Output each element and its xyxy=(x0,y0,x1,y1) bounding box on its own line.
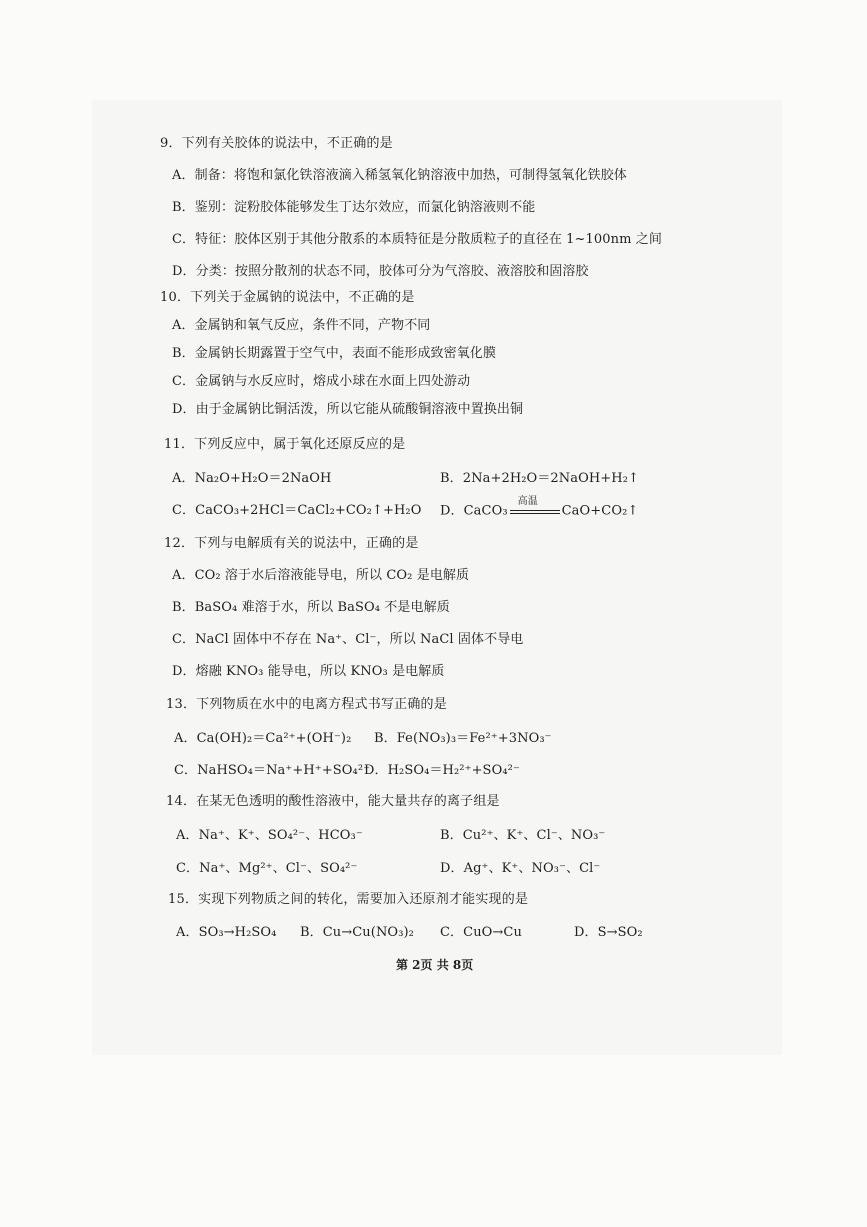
question-14-option-c: C．Na⁺、Mg²⁺、Cl⁻、SO₄²⁻ xyxy=(176,861,358,876)
question-13-option-c: C．NaHSO₄＝Na⁺+H⁺+SO₄²⁻ xyxy=(174,763,371,778)
question-9-option-d: D．分类：按照分散剂的状态不同，胶体可分为气溶胶、液溶胶和固溶胶 xyxy=(172,264,589,279)
question-10-option-b: B．金属钠长期露置于空气中，表面不能形成致密氧化膜 xyxy=(172,346,497,361)
question-14-stem: 14．在某无色透明的酸性溶液中，能大量共存的离子组是 xyxy=(166,794,500,809)
question-13-option-d: D．H₂SO₄＝H₂²⁺+SO₄²⁻ xyxy=(364,763,520,778)
question-12-option-b: B．BaSO₄ 难溶于水，所以 BaSO₄ 不是电解质 xyxy=(172,600,450,615)
question-9-option-b: B．鉴别：淀粉胶体能够发生丁达尔效应，而氯化钠溶液则不能 xyxy=(172,200,536,215)
question-9-option-a: A．制备：将饱和氯化铁溶液滴入稀氢氧化钠溶液中加热，可制得氢氧化铁胶体 xyxy=(172,168,627,183)
question-13-option-a: A．Ca(OH)₂＝Ca²⁺+(OH⁻)₂ xyxy=(174,731,352,746)
question-9-option-c: C．特征：胶体区别于其他分散系的本质特征是分散质粒子的直径在 1~100nm 之间 xyxy=(172,232,662,247)
option-d-reactant: D．CaCO₃ xyxy=(440,503,508,519)
reaction-condition: 高温 xyxy=(517,496,538,507)
question-11-stem: 11．下列反应中，属于氧化还原反应的是 xyxy=(164,437,406,452)
question-12-option-a: A．CO₂ 溶于水后溶液能导电，所以 CO₂ 是电解质 xyxy=(172,568,470,583)
question-9-stem: 9．下列有关胶体的说法中，不正确的是 xyxy=(160,136,393,151)
question-11-option-b: B．2Na+2H₂O＝2NaOH+H₂↑ xyxy=(440,471,640,486)
question-11-option-c: C．CaCO₃+2HCl＝CaCl₂+CO₂↑+H₂O xyxy=(172,503,422,518)
question-15-option-c: C．CuO→Cu xyxy=(440,925,522,940)
question-13-option-b: B．Fe(NO₃)₃＝Fe²⁺+3NO₃⁻ xyxy=(374,731,552,746)
question-10-option-d: D．由于金属钠比铜活泼，所以它能从硫酸铜溶液中置换出铜 xyxy=(172,402,524,417)
question-11-option-a: A．Na₂O+H₂O＝2NaOH xyxy=(172,471,332,486)
question-14-option-d: D．Ag⁺、K⁺、NO₃⁻、Cl⁻ xyxy=(440,861,601,876)
question-15-option-a: A．SO₃→H₂SO₄ xyxy=(176,925,277,940)
question-10-option-a: A．金属钠和氧气反应，条件不同，产物不同 xyxy=(172,318,431,333)
question-11-option-d xyxy=(440,496,639,520)
page-footer: 第 2页 共 8页 xyxy=(396,958,474,972)
question-12-option-c: C．NaCl 固体中不存在 Na⁺、Cl⁻，所以 NaCl 固体不导电 xyxy=(172,632,524,647)
option-d-products: CaO+CO₂↑ xyxy=(561,503,639,519)
question-15-option-b: B．Cu→Cu(NO₃)₂ xyxy=(300,925,414,940)
question-10-stem: 10．下列关于金属钠的说法中，不正确的是 xyxy=(160,290,415,305)
question-15-stem: 15．实现下列物质之间的转化，需要加入还原剂才能实现的是 xyxy=(168,892,529,907)
question-14-option-a: A．Na⁺、K⁺、SO₄²⁻、HCO₃⁻ xyxy=(176,828,363,843)
question-13-stem: 13．下列物质在水中的电离方程式书写正确的是 xyxy=(166,697,447,712)
question-14-option-b: B．Cu²⁺、K⁺、Cl⁻、NO₃⁻ xyxy=(440,828,606,843)
high-temperature-equals-sign xyxy=(508,496,562,519)
question-12-stem: 12．下列与电解质有关的说法中，正确的是 xyxy=(164,536,419,551)
question-10-option-c: C．金属钠与水反应时，熔成小球在水面上四处游动 xyxy=(172,374,471,389)
question-15-option-d: D．S→SO₂ xyxy=(574,925,643,940)
question-12-option-d: D．熔融 KNO₃ 能导电，所以 KNO₃ 是电解质 xyxy=(172,664,445,679)
